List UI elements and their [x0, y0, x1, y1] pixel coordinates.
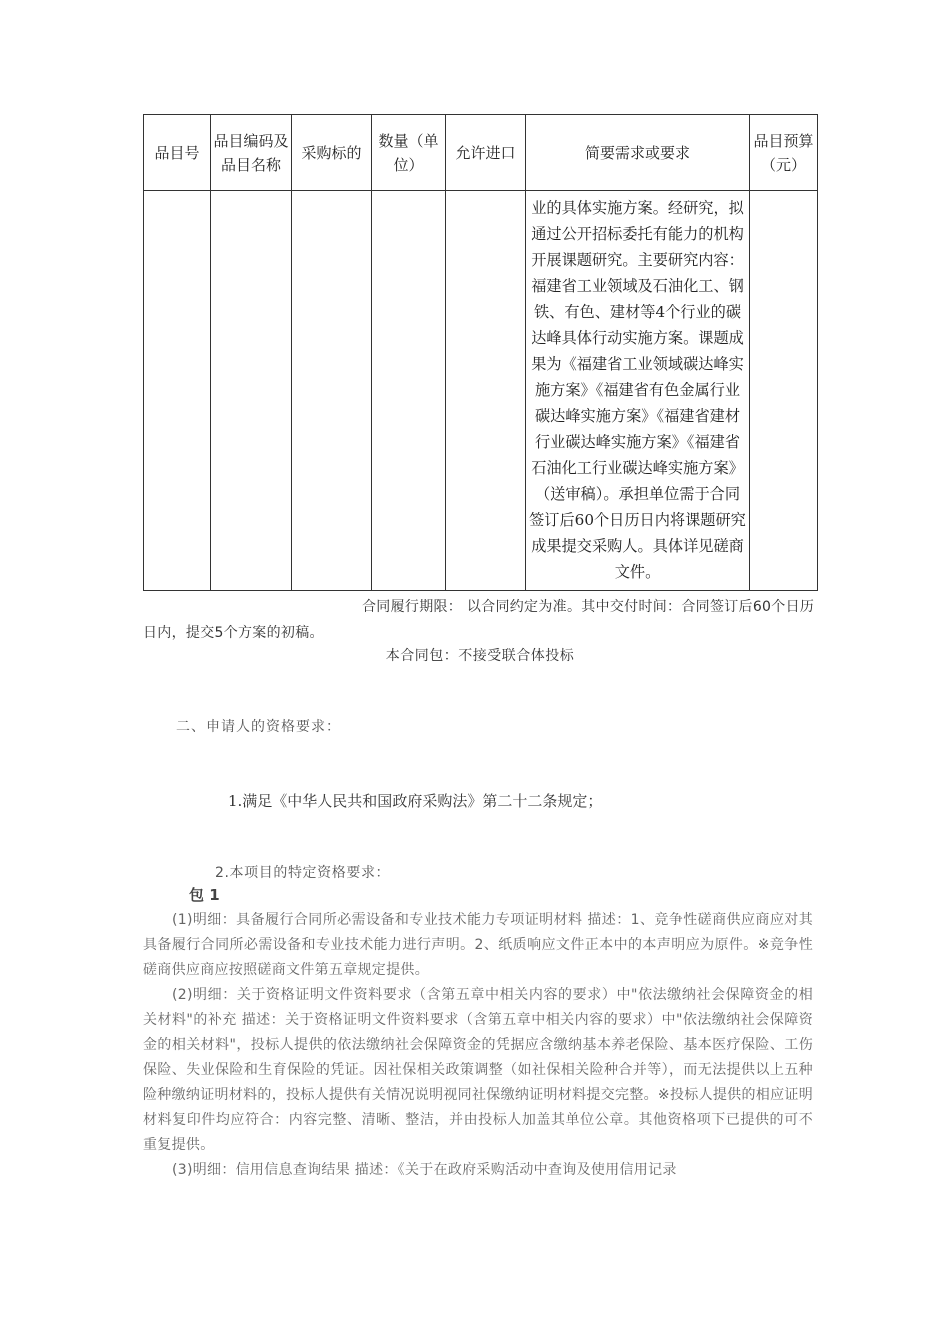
- header-quantity-unit: 数量（单位）: [372, 115, 446, 191]
- qualification-detail-list: [143, 908, 813, 1183]
- cell-budget: [750, 191, 818, 591]
- package-label: 包 1: [189, 886, 220, 904]
- contract-term-text: 合同履行期限： 以合同约定为准。其中交付时间：合同签订后60个日历日内，提交5个方案的初稿。: [143, 599, 815, 641]
- contract-term: [143, 594, 823, 646]
- header-import-allowed: 允许进口: [446, 115, 526, 191]
- section-2-title: 二、申请人的资格要求：: [176, 719, 341, 735]
- procurement-items-table: [143, 114, 818, 591]
- header-budget: 品目预算（元）: [750, 115, 818, 191]
- law-requirement: 1.满足《中华人民共和国政府采购法》第二十二条规定；: [228, 792, 603, 810]
- detail-item-3: (3)明细：信用信息查询结果 描述：《关于在政府采购活动中查询及使用信用记录: [172, 1162, 677, 1178]
- cell-requirements: 业的具体实施方案。经研究，拟通过公开招标委托有能力的机构开展课题研究。主要研究内容：福建省工业领域及石油化工、钢铁、有色、建材等4个行业的碳达峰具体行动实施方案。课题成果为《福建省工业领域碳达峰实施方案》《福建省有色金属行业碳达峰实施方案》《福建省建材行业碳达峰实施方案》《福建省石油化工行业碳达峰实施方案》（送审稿）。承担单位需于合同签订后60个日历日内将课题研究成果提交采购人。具体详见磋商文件。: [526, 191, 750, 591]
- cell-item-no: [144, 191, 211, 591]
- special-requirement-title: 2.本项目的特定资格要求：: [215, 865, 391, 881]
- header-procurement-target: 采购标的: [292, 115, 372, 191]
- table-row: [144, 191, 818, 591]
- header-item-code-name: 品目编码及品目名称: [211, 115, 292, 191]
- header-requirements: 简要需求或要求: [526, 115, 750, 191]
- joint-bid-note: 本合同包：不接受联合体投标: [385, 648, 575, 664]
- detail-item-1: (1)明细：具备履行合同所必需设备和专业技术能力专项证明材料 描述：1、竞争性磋商供应商应对其具备履行合同所必需设备和专业技术能力进行声明。2、纸质响应文件正本中的本声明应为原件。※竞争性磋商供应商应按照磋商文件第五章规定提供。: [143, 912, 813, 978]
- cell-procurement-target: [292, 191, 372, 591]
- cell-import-allowed: [446, 191, 526, 591]
- cell-quantity-unit: [372, 191, 446, 591]
- header-item-no: 品目号: [144, 115, 211, 191]
- cell-item-code-name: [211, 191, 292, 591]
- detail-item-2: (2)明细：关于资格证明文件资料要求（含第五章中相关内容的要求）中"依法缴纳社会保障资金的相关材料"的补充 描述：关于资格证明文件资料要求（含第五章中相关内容的要求）中"依法缴纳社会保障资金的相关材料"，投标人提供的依法缴纳社会保障资金的凭据应含缴纳基本养老保险、基本医疗保险、工伤保险、失业保险和生育保险的凭证。因社保相关政策调整（如社保相关险种合并等），而无法提供以上五种险种缴纳证明材料的，投标人提供有关情况说明视同社保缴纳证明材料提交完整。※投标人提供的相应证明材料复印件均应符合：内容完整、清晰、整洁，并由投标人加盖其单位公章。其他资格项下已提供的可不重复提供。: [143, 987, 813, 1153]
- table-header-row: [144, 115, 818, 191]
